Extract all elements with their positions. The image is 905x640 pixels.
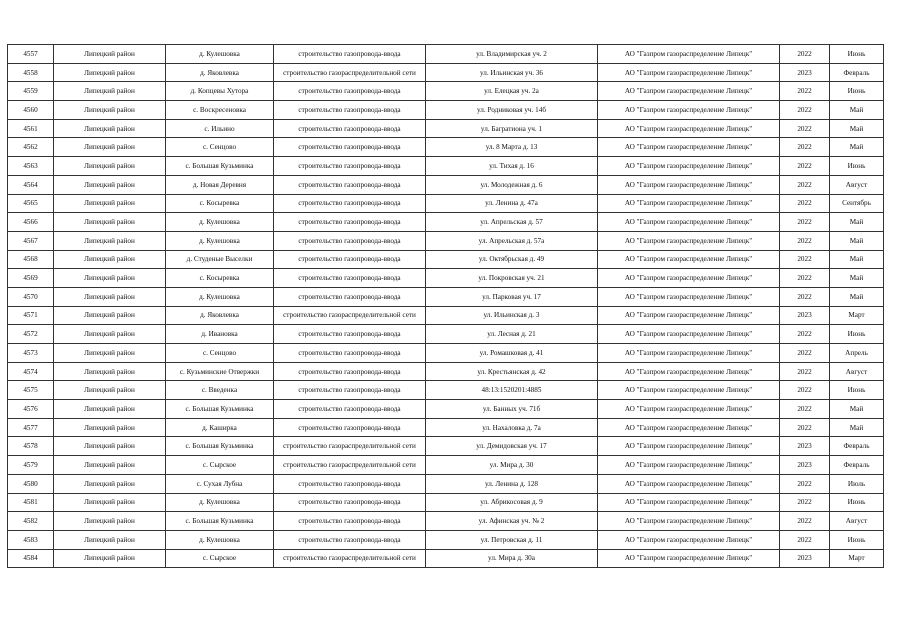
table-row: [8, 474, 884, 493]
table-row: [8, 175, 884, 194]
organization-cell: АО "Газпром газораспределение Липецк": [598, 549, 780, 568]
records-table: [7, 44, 884, 568]
record-number-cell: 4563: [8, 157, 54, 176]
month-cell: Май: [830, 400, 884, 419]
table-row: [8, 45, 884, 64]
district-cell: Липецкий район: [54, 119, 166, 138]
district-cell: Липецкий район: [54, 344, 166, 363]
district-cell: Липецкий район: [54, 325, 166, 344]
work-type-cell: строительство газопровода-ввода: [274, 418, 426, 437]
table-row: [8, 381, 884, 400]
month-cell: Май: [830, 250, 884, 269]
year-cell: 2023: [780, 549, 830, 568]
organization-cell: АО "Газпром газораспределение Липецк": [598, 175, 780, 194]
table-row: [8, 325, 884, 344]
district-cell: Липецкий район: [54, 456, 166, 475]
organization-cell: АО "Газпром газораспределение Липецк": [598, 530, 780, 549]
work-type-cell: строительство газораспределительной сети: [274, 63, 426, 82]
settlement-cell: д. Яковлевка: [166, 63, 274, 82]
record-number-cell: 4578: [8, 437, 54, 456]
address-cell: ул. Мира д. 30: [426, 456, 598, 475]
record-number-cell: 4561: [8, 119, 54, 138]
year-cell: 2022: [780, 194, 830, 213]
settlement-cell: с. Сенцово: [166, 344, 274, 363]
table-row: [8, 400, 884, 419]
work-type-cell: строительство газопровода-ввода: [274, 45, 426, 64]
month-cell: Май: [830, 213, 884, 232]
record-number-cell: 4567: [8, 231, 54, 250]
address-cell: ул. Банных уч. 71б: [426, 400, 598, 419]
settlement-cell: д. Студеные Выселки: [166, 250, 274, 269]
record-number-cell: 4577: [8, 418, 54, 437]
address-cell: ул. Петровская д. 11: [426, 530, 598, 549]
year-cell: 2022: [780, 493, 830, 512]
address-cell: ул. Демидовская уч. 17: [426, 437, 598, 456]
district-cell: Липецкий район: [54, 231, 166, 250]
district-cell: Липецкий район: [54, 418, 166, 437]
table-row: [8, 493, 884, 512]
settlement-cell: с. Ильино: [166, 119, 274, 138]
year-cell: 2023: [780, 306, 830, 325]
month-cell: Февраль: [830, 456, 884, 475]
district-cell: Липецкий район: [54, 63, 166, 82]
year-cell: 2022: [780, 101, 830, 120]
record-number-cell: 4570: [8, 287, 54, 306]
record-number-cell: 4574: [8, 362, 54, 381]
month-cell: Май: [830, 138, 884, 157]
organization-cell: АО "Газпром газораспределение Липецк": [598, 250, 780, 269]
table-row: [8, 213, 884, 232]
settlement-cell: с. Сенцово: [166, 138, 274, 157]
work-type-cell: строительство газопровода-ввода: [274, 101, 426, 120]
settlement-cell: с. Сырское: [166, 456, 274, 475]
record-number-cell: 4579: [8, 456, 54, 475]
work-type-cell: строительство газопровода-ввода: [274, 119, 426, 138]
address-cell: ул. 8 Марта д. 13: [426, 138, 598, 157]
organization-cell: АО "Газпром газораспределение Липецк": [598, 45, 780, 64]
work-type-cell: строительство газопровода-ввода: [274, 157, 426, 176]
settlement-cell: д. Кулешовка: [166, 231, 274, 250]
work-type-cell: строительство газопровода-ввода: [274, 138, 426, 157]
address-cell: ул. Покровская уч. 21: [426, 269, 598, 288]
organization-cell: АО "Газпром газораспределение Липецк": [598, 119, 780, 138]
district-cell: Липецкий район: [54, 175, 166, 194]
organization-cell: АО "Газпром газораспределение Липецк": [598, 101, 780, 120]
district-cell: Липецкий район: [54, 530, 166, 549]
settlement-cell: с. Большая Кузьминка: [166, 437, 274, 456]
address-cell: ул. Ленина д. 47а: [426, 194, 598, 213]
work-type-cell: строительство газопровода-ввода: [274, 231, 426, 250]
organization-cell: АО "Газпром газораспределение Липецк": [598, 138, 780, 157]
month-cell: Сентябрь: [830, 194, 884, 213]
work-type-cell: строительство газопровода-ввода: [274, 250, 426, 269]
record-number-cell: 4576: [8, 400, 54, 419]
month-cell: Май: [830, 418, 884, 437]
month-cell: Май: [830, 269, 884, 288]
month-cell: Август: [830, 512, 884, 531]
organization-cell: АО "Газпром газораспределение Липецк": [598, 287, 780, 306]
organization-cell: АО "Газпром газораспределение Липецк": [598, 344, 780, 363]
address-cell: ул. Абрикосовая д. 9: [426, 493, 598, 512]
month-cell: Май: [830, 287, 884, 306]
settlement-cell: д. Кулешовка: [166, 287, 274, 306]
organization-cell: АО "Газпром газораспределение Липецк": [598, 82, 780, 101]
record-number-cell: 4557: [8, 45, 54, 64]
record-number-cell: 4569: [8, 269, 54, 288]
address-cell: ул. Тихая д. 16: [426, 157, 598, 176]
table-row: [8, 512, 884, 531]
district-cell: Липецкий район: [54, 194, 166, 213]
table-row: [8, 82, 884, 101]
district-cell: Липецкий район: [54, 400, 166, 419]
table-row: [8, 231, 884, 250]
address-cell: ул. Апрельская д. 57а: [426, 231, 598, 250]
work-type-cell: строительство газораспределительной сети: [274, 549, 426, 568]
month-cell: Февраль: [830, 63, 884, 82]
record-number-cell: 4565: [8, 194, 54, 213]
settlement-cell: д. Ивановка: [166, 325, 274, 344]
work-type-cell: строительство газопровода-ввода: [274, 213, 426, 232]
district-cell: Липецкий район: [54, 138, 166, 157]
address-cell: ул. Афинская уч. № 2: [426, 512, 598, 531]
district-cell: Липецкий район: [54, 493, 166, 512]
work-type-cell: строительство газопровода-ввода: [274, 325, 426, 344]
work-type-cell: строительство газораспределительной сети: [274, 306, 426, 325]
organization-cell: АО "Газпром газораспределение Липецк": [598, 63, 780, 82]
organization-cell: АО "Газпром газораспределение Липецк": [598, 325, 780, 344]
work-type-cell: строительство газопровода-ввода: [274, 474, 426, 493]
record-number-cell: 4584: [8, 549, 54, 568]
settlement-cell: с. Сырское: [166, 549, 274, 568]
table-row: [8, 138, 884, 157]
district-cell: Липецкий район: [54, 250, 166, 269]
address-cell: ул. Крестьянская д. 42: [426, 362, 598, 381]
district-cell: Липецкий район: [54, 45, 166, 64]
table-row: [8, 418, 884, 437]
month-cell: Июнь: [830, 530, 884, 549]
records-table-body: [8, 45, 884, 568]
year-cell: 2023: [780, 63, 830, 82]
settlement-cell: д. Каширка: [166, 418, 274, 437]
table-row: [8, 362, 884, 381]
year-cell: 2022: [780, 138, 830, 157]
year-cell: 2022: [780, 418, 830, 437]
table-row: [8, 306, 884, 325]
year-cell: 2022: [780, 362, 830, 381]
address-cell: ул. Молодежная д. 6: [426, 175, 598, 194]
record-number-cell: 4582: [8, 512, 54, 531]
address-cell: ул. Мира д. 30а: [426, 549, 598, 568]
settlement-cell: д. Кулешовка: [166, 45, 274, 64]
work-type-cell: строительство газопровода-ввода: [274, 493, 426, 512]
work-type-cell: строительство газораспределительной сети: [274, 456, 426, 475]
month-cell: Март: [830, 549, 884, 568]
table-row: [8, 549, 884, 568]
district-cell: Липецкий район: [54, 82, 166, 101]
organization-cell: АО "Газпром газораспределение Липецк": [598, 456, 780, 475]
settlement-cell: д. Кулешовка: [166, 493, 274, 512]
settlement-cell: д. Новая Деревня: [166, 175, 274, 194]
year-cell: 2023: [780, 437, 830, 456]
organization-cell: АО "Газпром газораспределение Липецк": [598, 362, 780, 381]
work-type-cell: строительство газораспределительной сети: [274, 437, 426, 456]
year-cell: 2022: [780, 250, 830, 269]
year-cell: 2022: [780, 325, 830, 344]
district-cell: Липецкий район: [54, 512, 166, 531]
month-cell: Июнь: [830, 381, 884, 400]
table-row: [8, 437, 884, 456]
settlement-cell: с. Кузьминские Отвержки: [166, 362, 274, 381]
record-number-cell: 4558: [8, 63, 54, 82]
table-row: [8, 101, 884, 120]
record-number-cell: 4564: [8, 175, 54, 194]
district-cell: Липецкий район: [54, 287, 166, 306]
table-row: [8, 157, 884, 176]
settlement-cell: д. Кулешовка: [166, 530, 274, 549]
year-cell: 2023: [780, 456, 830, 475]
month-cell: Июнь: [830, 45, 884, 64]
settlement-cell: с. Введенка: [166, 381, 274, 400]
organization-cell: АО "Газпром газораспределение Липецк": [598, 474, 780, 493]
organization-cell: АО "Газпром газораспределение Липецк": [598, 231, 780, 250]
settlement-cell: с. Большая Кузьминка: [166, 400, 274, 419]
district-cell: Липецкий район: [54, 213, 166, 232]
settlement-cell: с. Косыревка: [166, 194, 274, 213]
settlement-cell: с. Большая Кузьминка: [166, 512, 274, 531]
record-number-cell: 4566: [8, 213, 54, 232]
address-cell: ул. Владимирская уч. 2: [426, 45, 598, 64]
record-number-cell: 4562: [8, 138, 54, 157]
year-cell: 2022: [780, 231, 830, 250]
address-cell: ул. Ромашковая д. 41: [426, 344, 598, 363]
month-cell: Май: [830, 101, 884, 120]
record-number-cell: 4571: [8, 306, 54, 325]
district-cell: Липецкий район: [54, 362, 166, 381]
table-row: [8, 456, 884, 475]
work-type-cell: строительство газопровода-ввода: [274, 287, 426, 306]
record-number-cell: 4575: [8, 381, 54, 400]
district-cell: Липецкий район: [54, 269, 166, 288]
year-cell: 2022: [780, 512, 830, 531]
month-cell: Июнь: [830, 325, 884, 344]
organization-cell: АО "Газпром газораспределение Липецк": [598, 269, 780, 288]
table-row: [8, 530, 884, 549]
organization-cell: АО "Газпром газораспределение Липецк": [598, 418, 780, 437]
address-cell: ул. Парковая уч. 17: [426, 287, 598, 306]
year-cell: 2022: [780, 157, 830, 176]
work-type-cell: строительство газопровода-ввода: [274, 362, 426, 381]
address-cell: ул. Родниковая уч. 14б: [426, 101, 598, 120]
work-type-cell: строительство газопровода-ввода: [274, 82, 426, 101]
year-cell: 2022: [780, 287, 830, 306]
district-cell: Липецкий район: [54, 157, 166, 176]
record-number-cell: 4581: [8, 493, 54, 512]
settlement-cell: д. Копцевы Хутора: [166, 82, 274, 101]
settlement-cell: с. Воскресеновка: [166, 101, 274, 120]
table-row: [8, 269, 884, 288]
address-cell: ул. Нахаловка д. 7а: [426, 418, 598, 437]
organization-cell: АО "Газпром газораспределение Липецк": [598, 381, 780, 400]
year-cell: 2022: [780, 530, 830, 549]
district-cell: Липецкий район: [54, 437, 166, 456]
organization-cell: АО "Газпром газораспределение Липецк": [598, 493, 780, 512]
year-cell: 2022: [780, 82, 830, 101]
organization-cell: АО "Газпром газораспределение Липецк": [598, 194, 780, 213]
work-type-cell: строительство газопровода-ввода: [274, 194, 426, 213]
year-cell: 2022: [780, 474, 830, 493]
year-cell: 2022: [780, 400, 830, 419]
address-cell: ул. Октябрьская д. 49: [426, 250, 598, 269]
year-cell: 2022: [780, 269, 830, 288]
record-number-cell: 4572: [8, 325, 54, 344]
month-cell: Август: [830, 362, 884, 381]
settlement-cell: д. Яковлевка: [166, 306, 274, 325]
month-cell: Апрель: [830, 344, 884, 363]
month-cell: Июнь: [830, 493, 884, 512]
work-type-cell: строительство газопровода-ввода: [274, 175, 426, 194]
settlement-cell: с. Большая Кузьминка: [166, 157, 274, 176]
work-type-cell: строительство газопровода-ввода: [274, 381, 426, 400]
organization-cell: АО "Газпром газораспределение Липецк": [598, 437, 780, 456]
district-cell: Липецкий район: [54, 474, 166, 493]
organization-cell: АО "Газпром газораспределение Липецк": [598, 306, 780, 325]
work-type-cell: строительство газопровода-ввода: [274, 512, 426, 531]
record-number-cell: 4559: [8, 82, 54, 101]
address-cell: ул. Ильинская уч. 36: [426, 63, 598, 82]
address-cell: 48:13:1520201:4885: [426, 381, 598, 400]
district-cell: Липецкий район: [54, 381, 166, 400]
record-number-cell: 4568: [8, 250, 54, 269]
month-cell: Февраль: [830, 437, 884, 456]
record-number-cell: 4583: [8, 530, 54, 549]
work-type-cell: строительство газопровода-ввода: [274, 530, 426, 549]
record-number-cell: 4560: [8, 101, 54, 120]
year-cell: 2022: [780, 213, 830, 232]
year-cell: 2022: [780, 381, 830, 400]
month-cell: Май: [830, 119, 884, 138]
month-cell: Август: [830, 175, 884, 194]
address-cell: ул. Ильинская д. 3: [426, 306, 598, 325]
record-number-cell: 4580: [8, 474, 54, 493]
address-cell: ул. Апрельская д. 57: [426, 213, 598, 232]
settlement-cell: с. Сухая Лубна: [166, 474, 274, 493]
work-type-cell: строительство газопровода-ввода: [274, 400, 426, 419]
year-cell: 2022: [780, 344, 830, 363]
address-cell: ул. Багратиона уч. 1: [426, 119, 598, 138]
address-cell: ул. Елецкая уч. 2а: [426, 82, 598, 101]
month-cell: Июль: [830, 474, 884, 493]
record-number-cell: 4573: [8, 344, 54, 363]
district-cell: Липецкий район: [54, 549, 166, 568]
year-cell: 2022: [780, 175, 830, 194]
work-type-cell: строительство газопровода-ввода: [274, 269, 426, 288]
work-type-cell: строительство газопровода-ввода: [274, 344, 426, 363]
table-row: [8, 63, 884, 82]
organization-cell: АО "Газпром газораспределение Липецк": [598, 157, 780, 176]
table-row: [8, 194, 884, 213]
month-cell: Март: [830, 306, 884, 325]
organization-cell: АО "Газпром газораспределение Липецк": [598, 400, 780, 419]
table-row: [8, 287, 884, 306]
district-cell: Липецкий район: [54, 101, 166, 120]
organization-cell: АО "Газпром газораспределение Липецк": [598, 512, 780, 531]
month-cell: Июнь: [830, 82, 884, 101]
year-cell: 2022: [780, 45, 830, 64]
month-cell: Июнь: [830, 157, 884, 176]
month-cell: Май: [830, 231, 884, 250]
table-row: [8, 119, 884, 138]
address-cell: ул. Ленина д. 128: [426, 474, 598, 493]
settlement-cell: д. Кулешовка: [166, 213, 274, 232]
address-cell: ул. Лесная д. 21: [426, 325, 598, 344]
year-cell: 2022: [780, 119, 830, 138]
settlement-cell: с. Косыревка: [166, 269, 274, 288]
table-row: [8, 250, 884, 269]
district-cell: Липецкий район: [54, 306, 166, 325]
table-row: [8, 344, 884, 363]
organization-cell: АО "Газпром газораспределение Липецк": [598, 213, 780, 232]
